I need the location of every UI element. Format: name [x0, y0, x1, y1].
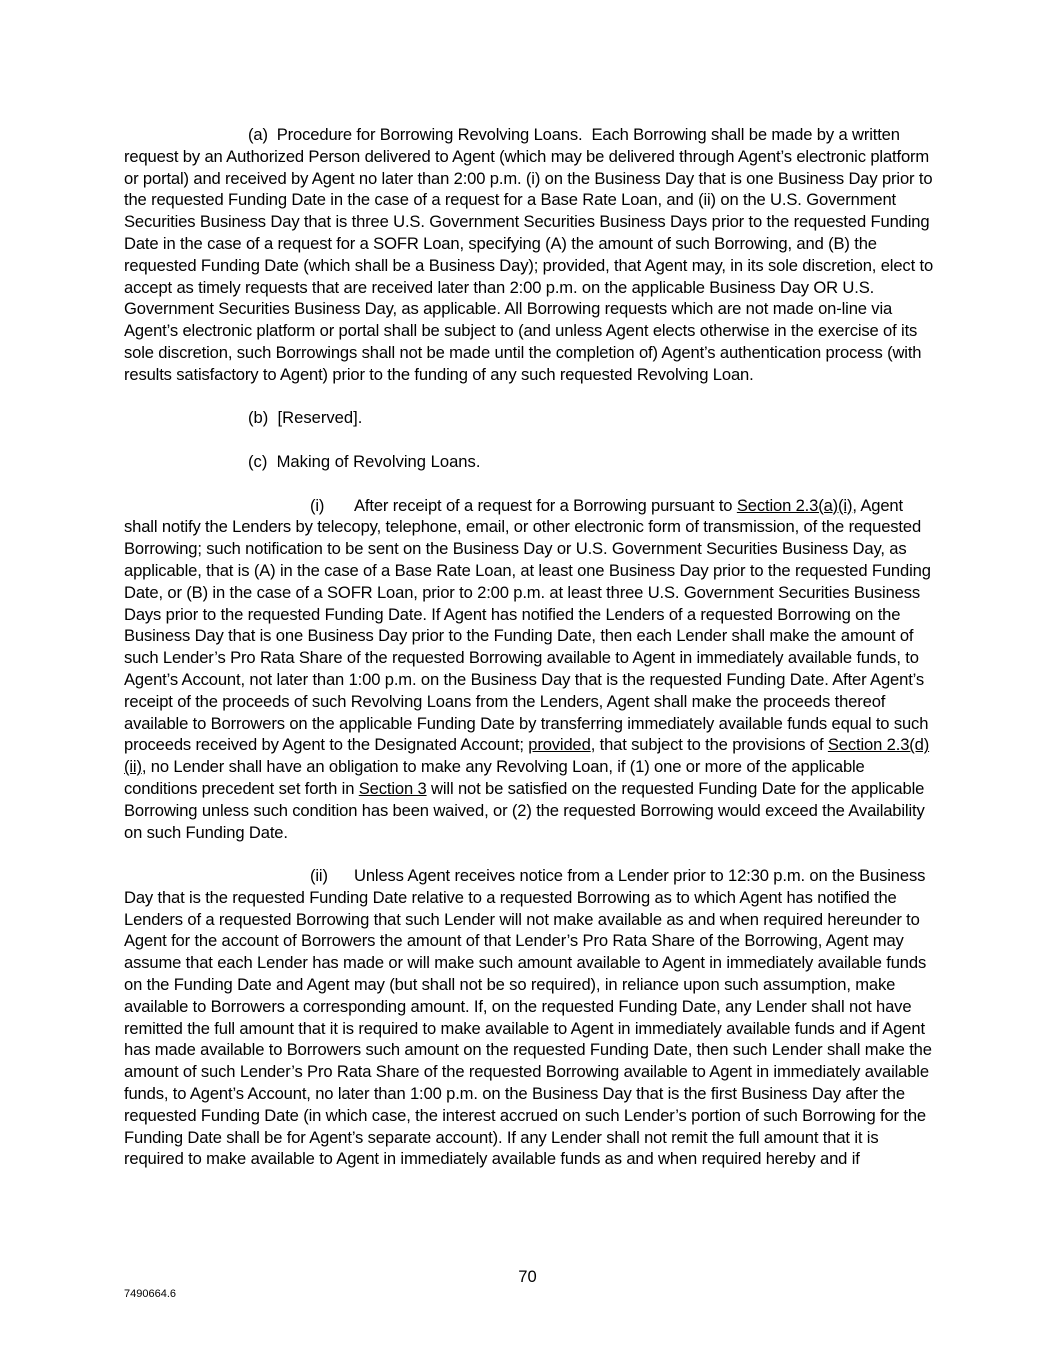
- clause-ii-text: Unless Agent receives notice from a Lender prior to 12:30 p.m. on the Business Day that is the requested Funding Date relative to a requested Borrowing as to which Agent has notified the Lenders of a requested Borrowing that such Lender will not make available as and when required hereunder to Agent for the account of Borrowers the amount of that Lender’s Pro Rata Share of the Borrowing, Agent may assume that each Lender has made or will make such amount available to Agent in immediately available funds on the Funding Date and Agent may (but shall not be so required), in reliance upon such assumption, make available to Borrowers a corresponding amount. If, on the requested Funding Date, any Lender shall not have remitted the full amount that it is required to make available to Agent in immediately available funds and if Agent has made available to Borrowers such amount on the requested Funding Date, then such Lender shall make the amount of such Lender’s Pro Rata Share of the requested Borrowing available to Agent in immediately available funds, to Agent’s Account, no later than 1:00 p.m. on the Business Day that is the first Business Day after the requested Funding Date (in which case, the interest accrued on such Lender’s portion of such Borrowing for the Funding Date shall be for Agent’s separate account). If any Lender shall not remit the full amount that it is required to make available to Agent in immediately available funds as and when required hereby and if: [124, 866, 932, 1169]
- clause-i-label: (i): [310, 495, 325, 515]
- section-a-label: (a): [248, 125, 268, 144]
- spacer: [124, 429, 934, 451]
- section-a-paragraph: [124, 124, 934, 386]
- clause-i-text-3: , that subject to the provisions of: [590, 735, 828, 755]
- section-c-heading: Making of Revolving Loans.: [276, 451, 481, 471]
- document-id: 7490664.6: [124, 1288, 176, 1300]
- section-c-label: (c): [248, 451, 268, 471]
- section-c-heading-line: [124, 451, 934, 473]
- spacer: [124, 386, 934, 408]
- section-reference: Section 2.3(a)(i): [736, 495, 853, 515]
- document-page: [124, 124, 934, 1170]
- section-b-heading-line: [124, 407, 934, 429]
- clause-ii-label: (ii): [310, 866, 328, 886]
- page-number: 70: [518, 1267, 537, 1286]
- clause-i-text-2: , Agent shall notify the Lenders by telecopy, telephone, email, or other electronic form of transmission, of the requested Borrowing; such notification to be sent on the Business Day or U.S. Government Securities Business Day, as applicable, that is (A) in the case of a Base Rate Loan, at least one Business Day prior to the requested Funding Date, or (B) in the case of a SOFR Loan, prior to 2:00 p.m. at least three U.S. Government Securities Business Days prior to the requested Funding Date. If Agent has notified the Lenders of a requested Borrowing on the Business Day that is one Business Day prior to the Funding Date, then each Lender shall make the amount of such Lender’s Pro Rata Share of the requested Borrowing available to Agent in immediately available funds, to Agent’s Account, not later than 1:00 p.m. on the Business Day that is the requested Funding Date. After Agent’s receipt of the proceeds of such Revolving Loans from the Lenders, Agent shall make the proceeds thereof available to Borrowers on the applicable Funding Date by transferring immediately available funds equal to such proceeds received by Agent to the Designated Account;: [124, 495, 931, 755]
- section-a-heading: Procedure for Borrowing Revolving Loans.: [276, 125, 583, 144]
- clause-i-text-4: , no Lender shall have an obligation to make any Revolving Loan, if (1) one or more of the applicable conditions precedent set forth in: [124, 757, 865, 798]
- clause-i-text-5: will not be satisfied on the requested Funding Date for the applicable Borrowing unless such condition has been waived, or (2) the requested Borrowing would exceed the Availability on such Funding Date.: [124, 778, 925, 842]
- provided-term: provided: [528, 735, 591, 755]
- clause-ii-paragraph: [124, 865, 934, 1170]
- section-reference: Section 3: [358, 778, 427, 798]
- spacer: [124, 843, 934, 865]
- section-b-heading: [Reserved].: [277, 408, 363, 428]
- clause-i-paragraph: [124, 495, 934, 844]
- clause-i-text-1: After receipt of a request for a Borrowing pursuant to: [354, 495, 737, 515]
- section-a-text: Each Borrowing shall be made by a written request by an Authorized Person delivered to Agent (which may be delivered through Agent’s electronic platform or portal) and received by Agent no later than 2:00 p.m. (i) on the Business Day that is one Business Day prior to the requested Funding Date in the case of a request for a Base Rate Loan, and (ii) on the U.S. Government Securities Business Day that is three U.S. Government Securities Business Days prior to the requested Funding Date in the case of a request for a SOFR Loan, specifying (A) the amount of such Borrowing, and (B) the requested Funding Date (which shall be a Business Day); provided, that Agent may, in its sole discretion, elect to accept as timely requests that are received later than 2:00 p.m. on the applicable Business Day OR U.S. Government Securities Business Day, as applicable. All Borrowing requests which are not made on-line via Agent’s electronic platform or portal shall be subject to (and unless Agent elects otherwise in the exercise of its sole discretion, such Borrowings shall not be made until the completion of) Agent’s authentication process (with results satisfactory to Agent) prior to the funding of any such requested Revolving Loan.: [124, 125, 934, 384]
- spacer: [124, 473, 934, 495]
- section-reference: Section 2.3(d)(ii): [124, 735, 930, 777]
- section-b-label: (b): [248, 408, 269, 428]
